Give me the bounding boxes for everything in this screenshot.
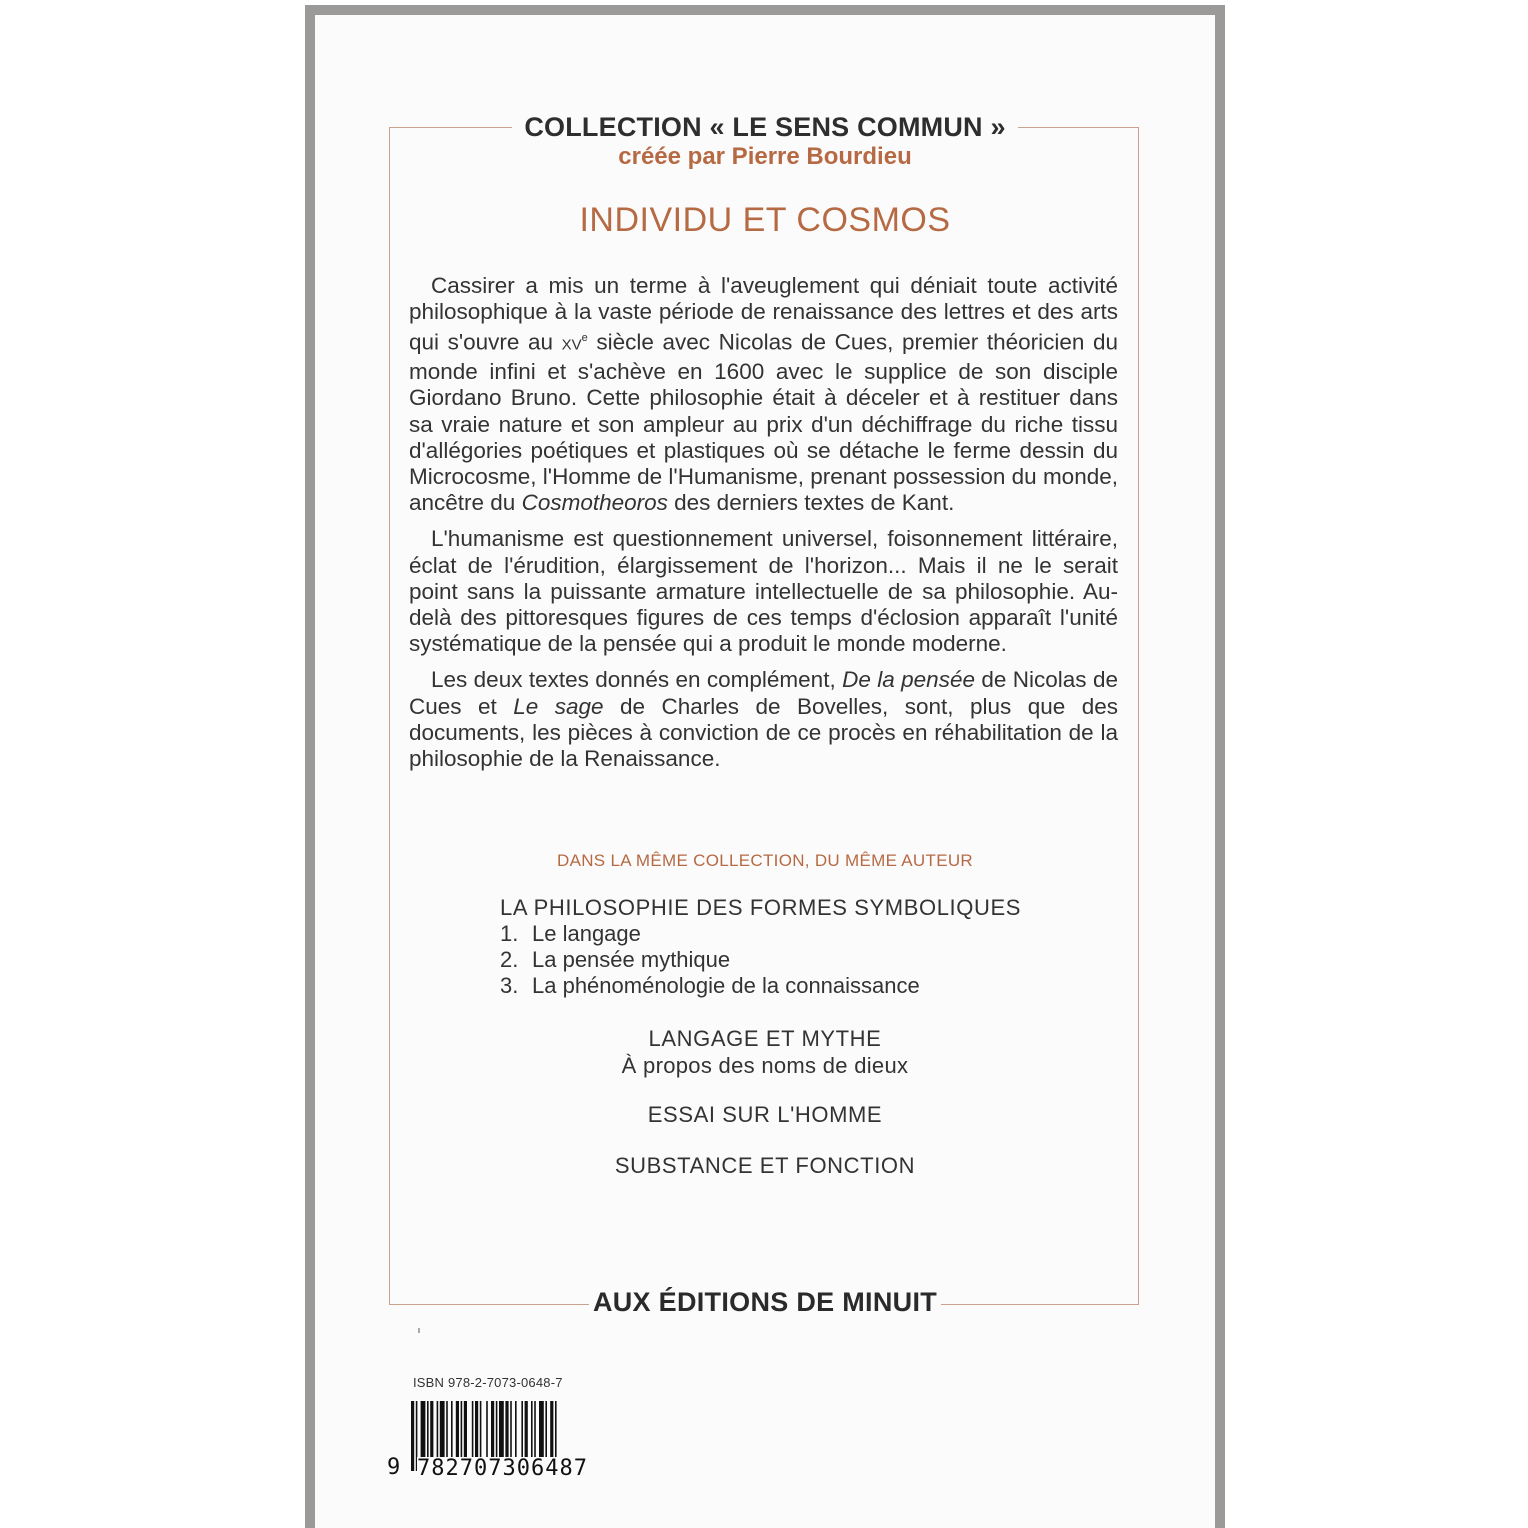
- volume-title: Le langage: [532, 921, 641, 946]
- collection-title: COLLECTION « LE SENS COMMUN »: [524, 112, 1006, 142]
- work-subtitle: À propos des noms de dieux: [621, 1053, 909, 1078]
- blurb-p3-italic-1: De la pensée: [842, 667, 975, 693]
- collection-subtitle: créée par Pierre Bourdieu: [618, 143, 912, 170]
- barcode-lead-digit: 9: [387, 1455, 401, 1480]
- blurb-paragraph-3: [409, 667, 1118, 772]
- blurb-p3-italic-2: Le sage: [513, 693, 604, 719]
- volume-item: [500, 973, 1021, 999]
- volume-item: [500, 947, 1021, 973]
- barcode-digits: 782707306487: [417, 1456, 588, 1481]
- collection-header: [315, 111, 1215, 171]
- philosophy-series-title: LA PHILOSOPHIE DES FORMES SYMBOLIQUES: [500, 895, 1022, 920]
- blurb-p3-part-c: de Charles de Bovelles, sont, plus que des documents, les pièces à conviction de ce procès en réhabilitation de la philosophie de la Renaissance.: [409, 693, 1119, 771]
- print-speck: [418, 1328, 420, 1333]
- publisher-name: AUX ÉDITIONS DE MINUIT: [589, 1287, 941, 1318]
- work-essai-sur-l-homme: ESSAI SUR L'HOMME: [647, 1102, 883, 1127]
- philosophy-series: [500, 895, 1021, 999]
- blurb-paragraph-2: L'humanisme est questionnement universel, foisonnement littéraire, éclat de l'érudition, élargissement de l'horizon... Mais il ne le serait point sans la puissante armature intellectuelle de sa philosophie. Au-delà des pittoresques figures de ces temps d'éclosion apparaît l'unité systématique de la pensée qui a produit le monde moderne.: [409, 526, 1118, 657]
- volume-number: 2.: [500, 947, 519, 972]
- blurb-p1-italic: Cosmotheoros: [521, 490, 668, 516]
- cover-paper: [315, 15, 1215, 1528]
- blurb-p1-part-c: des derniers textes de Kant.: [667, 490, 955, 516]
- blurb-p1-part-a: Cassirer a mis un terme à l'aveuglement qui déniait toute activité philosophique à la vaste période de renaissance des lettres et des arts qui s'ouvre au: [409, 273, 1118, 355]
- blurb-p1-century: XV: [561, 336, 582, 354]
- blurb-p1-part-b: siècle avec Nicolas de Cues, premier théoricien du monde infini et s'achève en 1600 avec le supplice de son disciple Giordano Bruno. Cette philosophie était à déceler et à restituer dans sa vraie nature et son ampleur au prix d'un déchiffrage du riche tissu d'allégories poétiques et plastiques où se détache le ferme dessin du Microcosme, l'Homme de l'Humanisme, prenant possession du monde, ancêtre du: [409, 329, 1118, 516]
- work-substance-et-fonction: SUBSTANCE ET FONCTION: [614, 1153, 916, 1178]
- book-title: INDIVIDU ET COSMOS: [579, 201, 951, 239]
- volume-title: La phénoménologie de la connaissance: [532, 973, 920, 998]
- publisher-line: [315, 1287, 1215, 1318]
- blurb-p3-part-b: de Nicolas de Cues et: [409, 667, 1118, 719]
- blurb-paragraph-1: [409, 273, 1118, 516]
- work-title: LANGAGE ET MYTHE: [648, 1026, 882, 1051]
- work-langage-et-mythe: [315, 1025, 1215, 1079]
- volume-number: 3.: [500, 973, 519, 998]
- blurb-p3-part-a: Les deux textes donnés en complément,: [431, 667, 843, 693]
- same-collection-heading: DANS LA MÊME COLLECTION, DU MÊME AUTEUR: [557, 851, 973, 870]
- barcode-bar: [411, 1401, 414, 1471]
- collection-header-box: [512, 111, 1017, 171]
- volume-item: [500, 921, 1021, 947]
- blurb-p1-century-sup: e: [581, 332, 588, 345]
- isbn-number: ISBN 978-2-7073-0648-7: [413, 1375, 563, 1390]
- blurb-text: [409, 273, 1118, 782]
- volume-number: 1.: [500, 921, 519, 946]
- book-back-cover: [305, 5, 1225, 1528]
- volume-title: La pensée mythique: [532, 947, 731, 972]
- barcode: [387, 1401, 617, 1491]
